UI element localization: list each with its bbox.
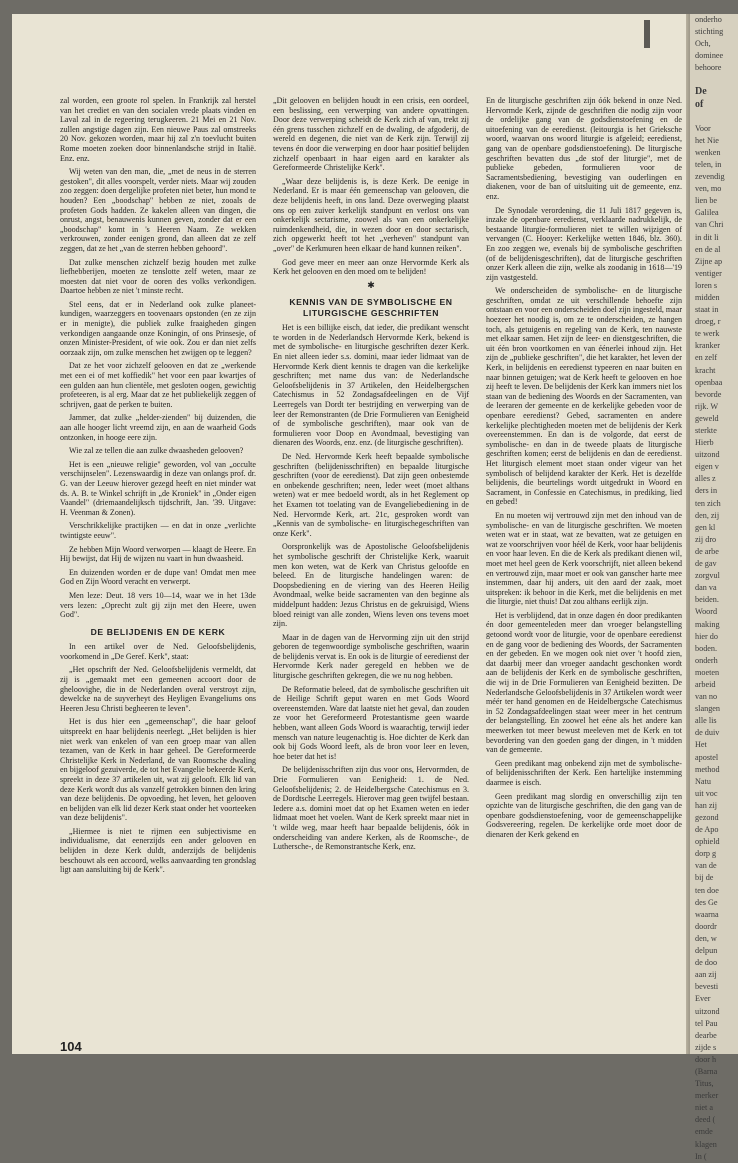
paragraph: De Ned. Hervormde Kerk heeft bepaalde symbolische geschriften (belijdenisschriften) en bepaalde liturgische geschriften (voor de eeredienst). Dat zijn geen onbestemde en onbekende geschriften; neen, leder weet (moet althans weten) wat er mee bedoeld wordt, als in het Reglement op het Examen tot toelating van de Evangeliebediening in de Ned. Hervormde Kerk, art. 21c, gesproken wordt van „Kennis van de symbolische- en liturgischegeschriften van onze Kerk". bbox=[273, 452, 469, 538]
paragraph: De Synodale verordening, die 11 Juli 1817 gegeven is, inzake de openbare eeredienst, verklaarde nadrukkelijk, de bestaande liturgie-formulieren niet te willen wijzigen of vervangen (C. Hooyer: Kerkelijke wetten 1846, blz. 360). En zoo zeggen we, evenals bij de symbolische geschriften (of de belijdenisgeschriften), dat de liturgische geschriften onzer Kerk alleen die zijn, welke als zoodanig in 1618—'19 zijn vastgesteld. bbox=[486, 205, 682, 282]
paragraph: „Dit gelooven en belijden houdt in een crisis, een oordeel, een beslissing, een verwerping van andere opvattingen. Door deze verwerping scheidt de Kerk zich af van, trekt zij één grens tusschen zichzelf en de dwaling, de afgoderij, de wereld en degenen, die niet van de Kerk zijn. Terwijl zij tevens én door die verwerping en door haar positief belijden zichzelf openbaart in haar eigen aard en karakter als Gereformeerde Christelijke Kerk". bbox=[273, 96, 469, 173]
paragraph: Maar in de dagen van de Hervorming zijn uit den strijd geboren de tegenwoordige symbolische geschriften, waarin de belijdenis vervat is. En ook is de liturgie of eeredienst der Hervormde Kerk nader geregeld en hebben we de liturgische geschriften gekregen, die we nu nog hebben. bbox=[273, 632, 469, 681]
adjacent-page-line: behoore bbox=[695, 63, 722, 73]
adjacent-page-line: van de bbox=[695, 861, 717, 871]
adjacent-page-line: delpun bbox=[695, 946, 718, 956]
adjacent-page-line: de Apo bbox=[695, 825, 719, 835]
adjacent-page-line: boden. bbox=[695, 643, 718, 653]
adjacent-page-line: klagen bbox=[695, 1139, 717, 1149]
adjacent-page-line: ven, mo bbox=[695, 184, 722, 194]
paragraph: „Waar deze belijdenis is, is deze Kerk. De eenige in Nederland. Er is maar één gemeenschap van gelooven, die deze belijdenis heeft, in ons land. Deze overweging plaatst ons op een zuiver kerkelijk standpunt en verlost ons van onkerkelijk sectarisme, zoowel als van een onkerkelijke ruimdenkendheid, die, in wezen door en door sectarisch, zich opgewerkt heeft tot het „verheven" standpunt van „over" de Kerkmuren heen elkaar de hand kunnen reiken". bbox=[273, 176, 469, 253]
adjacent-page bbox=[690, 14, 738, 1161]
adjacent-page-line: loren s bbox=[695, 280, 718, 290]
adjacent-page-line: het Nie bbox=[695, 135, 719, 145]
adjacent-page-line: kranker bbox=[695, 341, 721, 351]
paragraph: Wij weten van den man, die, „met de neus in de sterren gestoken", dit alles voorspelt, verder niets. Maar wij zouden zoo zeggen: doen dergelijke profeten niet beter, hun mond te houden? Een „boodschap" hebben ze niet, zooals de profeten Gods hadden. Ze kakelen alleen van dingen, die onrust, angst, benauwenis kunnen geven, zonder dat er een „boodschap" komt in 's Heeren Naam. Ze wekken verkrouwen, zonder eenigen grond, dan alleen dat ze zelf zeggen, dat ze het „van de sterren hebben gehoord". bbox=[60, 167, 256, 253]
adjacent-page-line: kracht bbox=[695, 365, 716, 375]
adjacent-page-line: openbaa bbox=[695, 377, 723, 387]
page-number: 104 bbox=[60, 1039, 82, 1054]
adjacent-page-line: en de al bbox=[695, 244, 721, 254]
adjacent-page-line: Zijne ap bbox=[695, 256, 723, 266]
adjacent-page-line: zij dro bbox=[695, 534, 717, 544]
adjacent-page-line: staat in bbox=[695, 305, 719, 315]
section-heading-belijdenis: DE BELIJDENIS EN DE KERK bbox=[90, 626, 226, 637]
paragraph: Men leze: Deut. 18 vers 10—14, waar we in het 13de vers lezen: „Oprecht zult gij zijn met den Heere, uwen God". bbox=[60, 590, 256, 620]
adjacent-page-line: deed ( bbox=[695, 1115, 716, 1125]
section-divider-star: ✱ bbox=[367, 279, 375, 290]
adjacent-page-line: in dit li bbox=[695, 232, 719, 242]
column-1 bbox=[60, 96, 256, 1036]
adjacent-page-line: droeg, r bbox=[695, 317, 721, 327]
adjacent-page-line: ten zich bbox=[695, 498, 721, 508]
adjacent-page-line: Ever bbox=[695, 994, 711, 1004]
adjacent-page-line: tel Pau bbox=[695, 1018, 718, 1028]
adjacent-page-line: gezond bbox=[695, 813, 719, 822]
adjacent-page-line: lien be bbox=[695, 196, 718, 206]
adjacent-page-line: door h bbox=[695, 1054, 717, 1064]
adjacent-page-line: de duiv bbox=[695, 728, 720, 738]
adjacent-page-line: doordr bbox=[695, 921, 717, 931]
adjacent-page-line: Och, bbox=[695, 39, 711, 49]
adjacent-page-line: merker bbox=[695, 1091, 719, 1101]
column-3 bbox=[486, 96, 682, 1036]
adjacent-page-line: niet a bbox=[695, 1103, 713, 1113]
adjacent-page-line: zijde s bbox=[695, 1042, 717, 1052]
paragraph: „Hiermee is niet te rijmen een subjectivisme en individualisme, dat eenerzijds een ander gelooven en belijden in deze Kerk duldt, anderzijds de belijdenis beschouwt als een accoord, welks aanvaarding ten grondslag ligt aan aansluiting bij de Kerk". bbox=[60, 826, 256, 875]
paragraph: De Reformatie beleed, dat de symbolische geschriften uit de Heilige Schrift geput waren en met Gods Woord overeenstemden. Ware dat laatste niet het geval, dan zouden ze voor het Gereformeerd Protestantisme geen waarde hebben, want alleen Gods Woord is waarachtig, terwijl ieder mensch van nature leugenachtig is. Hoe dichter de Kerk dan ook bij Gods Woord leeft, als de bron voor leer en leven, hoe beter dat het is! bbox=[273, 684, 469, 761]
document-page bbox=[12, 14, 690, 1054]
paragraph: Ze hebben Mijn Woord verworpen — klaagt de Heere. En Hij bewijst, dat Hij de wijzen nu vaart in hun dwaasheid. bbox=[60, 544, 256, 564]
adjacent-page-line: te werk bbox=[695, 329, 720, 339]
adjacent-page-line: de doo bbox=[695, 958, 718, 968]
adjacent-page-line: sterkte bbox=[695, 426, 717, 435]
adjacent-page-line: stichting bbox=[695, 27, 724, 37]
paragraph: Verschrikkelijke practijken — en dat in onze „verlichte twintigste eeuw". bbox=[60, 521, 256, 540]
adjacent-page-line: den, w bbox=[695, 933, 717, 943]
paragraph: Het is een billijke eisch, dat ieder, die predikant wenscht te worden in de Nederlandsch Hervormde Kerk, bekend is met de symbolische- en liturgische geschriften dezer Kerk. En niet alleen ieder s.s. domini, maar ieder lidmaat van de Hervormde Kerk dient kennis te dragen van die kerkelijke geschriften; met name dus van: de Nederlandsche Geloofsbelijdenis in 37 Artikelen, den Heidelbergschen Catechismus in 52 Zondagsafdeelingen en de Vijf Leerregels van Dordt ter bestrijding en verwerping van de leer der Remonstranten (de Drie Formulieren van Eenigheid of de symbolische geschriften), maar ook van de formulieren voor Doop en Avondmaal, bevestiging van dienaren des Woords, enz. enz. (de liturgische geschriften). bbox=[273, 323, 469, 448]
adjacent-page-line bbox=[690, 74, 738, 86]
adjacent-page-line: wenken bbox=[695, 147, 721, 157]
adjacent-page-line: des Ge bbox=[695, 897, 718, 907]
adjacent-page-line: eigen v bbox=[695, 462, 719, 472]
adjacent-page-line: slangen bbox=[695, 704, 721, 714]
adjacent-page-line: moeten bbox=[695, 667, 720, 677]
adjacent-page-line: In ( bbox=[695, 1151, 707, 1161]
paragraph: En de liturgische geschriften zijn óók bekend in onze Ned. Hervormde Kerk, zijnde de geschriften die nodig zijn voor de ordelijke gang van de godsdienstoefening en de uitoefening van de eeredienst. (leitourgia is het Grieksche woord, waarvan ons woord liturgie is afgeleid; eeredienst, gang van de openbare godsdienstoefening). De liturgische geschriften bevatten dus „de stof der liturgie", met de publieke gebeden, formulieren voor de Sacramentsbediening, bevestiging van ouderlingen en diakenen, voor de ban of uitsluiting uit de gemeente, enz. enz. bbox=[486, 96, 682, 201]
paragraph: God geve meer en meer aan onze Hervormde Kerk als Kerk het gelooven en den moed om te belijden! bbox=[273, 257, 469, 277]
paragraph: Het is een „nieuwe religie" geworden, vol van „occulte verschijnselen". Lezenswaardig in deze van onlangs prof. dr. G. van der Leeuw hierover gezegd heeft en niet minder wat ds. A. B. te Winkel schrijft in „de Kroniek" in „Onder eigen Vaandel" (driemaandelijksch tijdschrift, Jan. '39. Uitgave: H. Veenman & Zonen). bbox=[60, 459, 256, 517]
paragraph: In een artikel over de Ned. Geloofsbelijdenis, voorkomend in „De Geref. Kerk", staat: bbox=[60, 642, 256, 661]
paragraph: Jammer, dat zulke „helder-zienden" bij duizenden, die aan alle hooger licht vreemd zijn, en aan de waarheid Gods ontzonken, in hooge eere zijn. bbox=[60, 413, 256, 442]
adjacent-page-line: aan zij bbox=[695, 970, 717, 980]
adjacent-page-line: arbeid bbox=[695, 679, 716, 689]
adjacent-page-line: onderh bbox=[695, 655, 718, 665]
adjacent-page-line: van Chri bbox=[695, 220, 724, 230]
adjacent-page-line: bij de bbox=[695, 873, 714, 883]
adjacent-page-line: onderho bbox=[695, 15, 722, 24]
paragraph: Oorspronkelijk was de Apostolische Geloofsbelijdenis het symbolische geschrift der Christelijke Kerk, waaruit men kon weten, wat de Kerk van Christus geloofde en beleed. En de liturgische handelingen waren: de Doopsbediening en de viering van des Heeren Heilig Avondmaal, welke beide sacramenten van den beginne als middelpunt hadden: Jezus Christus en de gekruisigd, Wiens bloed reinigt van alle zonden, Wiens leven ons tevens moet zijn. bbox=[273, 542, 469, 629]
adjacent-page-line: of bbox=[695, 98, 704, 110]
adjacent-page-line: dearbe bbox=[695, 1030, 717, 1040]
tape-mark bbox=[644, 20, 650, 48]
paragraph: Geen predikant mag slordig en onverschillig zijn ten opzichte van de liturgische geschriften, die den gang van de openbare godsdienstoefening, voor de gemeenschappelijke Godsvereering, regelen. De kerkelijke orde moet door de dienaren der Kerk gekend en bbox=[486, 791, 682, 839]
paragraph: En nu moeten wij vertrouwd zijn met den inhoud van de symbolische- en van de liturgische geschriften. We moeten weten wat er in staat, wat ze bevatten, wat ze getuigen en wat ze voorschrijven voor héél de Kerk, voor haar belijdenis en voor haar leven. En die de Kerk als predikant dienen wil, moet met heel geen de Kerk voorschrijft, niet alleen bekend en vertrouwd zijn, maar moet er ook van ganscher harte mee instemmen, daar hij anders, uit den aard der zaak, moet uitspreken: ik behoor in die Kerk, met die belijdenis en met die liturgie, niet thuis! Dat zou althans eerlijk zijn. bbox=[486, 510, 682, 607]
column-2 bbox=[273, 96, 469, 1036]
section-heading-kennis: KENNIS VAN DE SYMBOLISCHE EN LITURGISCHE GESCHRIFTEN bbox=[289, 297, 453, 318]
adjacent-page-line: Het bbox=[695, 740, 707, 750]
adjacent-page-line: making bbox=[695, 619, 720, 629]
adjacent-page-line: dan va bbox=[695, 583, 717, 593]
adjacent-page-line: telen, in bbox=[695, 159, 722, 169]
adjacent-page-line: method bbox=[695, 764, 720, 774]
adjacent-page-line: waarna bbox=[695, 909, 719, 919]
adjacent-page-line: ders in bbox=[695, 486, 718, 496]
adjacent-page-line: geweld bbox=[695, 413, 719, 423]
adjacent-page-line: uitzond bbox=[695, 450, 720, 460]
adjacent-page-line bbox=[690, 111, 738, 123]
paragraph: En duizenden worden er de dupe van! Omdat men mee God en Zijn Woord veracht en verwerpt. bbox=[60, 567, 256, 587]
adjacent-page-line: uit voc bbox=[695, 788, 718, 798]
adjacent-page-line: van no bbox=[695, 692, 718, 702]
adjacent-page-line: zorgvul bbox=[695, 571, 720, 581]
adjacent-page-line: zevendig bbox=[695, 172, 725, 182]
adjacent-page-line: den, zij bbox=[695, 510, 720, 520]
adjacent-page-line: bevorde bbox=[695, 389, 722, 399]
adjacent-page-line: uitzond bbox=[695, 1006, 720, 1016]
adjacent-page-line: ophield bbox=[695, 837, 720, 847]
adjacent-page-line: bevesti bbox=[695, 982, 719, 992]
adjacent-page-line: emde bbox=[695, 1127, 713, 1137]
adjacent-page-line: De bbox=[695, 86, 707, 98]
adjacent-page-line: ten doe bbox=[695, 885, 719, 895]
adjacent-page-line: Voor bbox=[695, 123, 711, 133]
adjacent-page-line: apostel bbox=[695, 752, 719, 762]
paragraph: Dat zulke menschen zichzelf bezig houden met zulke liefhebberijen, moeten ze tenslotte zelf weten, maar ze moesten dat niet voor de ooren des volks verkondigen. Daartoe hebben ze niet 't minste recht. bbox=[60, 257, 256, 296]
adjacent-page-line: alle lis bbox=[695, 716, 717, 726]
paragraph: zal worden, een groote rol spelen. In Frankrijk zal herstel van het crediet en van den socialen vrede plaats vinden en Laval zal in de regeering terugkeeren. 21 Mei en 21 Nov. zullen angstige dagen zijn. Een nieuwe Paus zal omstreeks 20 Nov. gekozen worden, maar hij zal z'n toevlucht buiten Rome moeten zoeken door binnenlandsche strijd in Italië. Enz. enz. bbox=[60, 96, 256, 163]
adjacent-page-line: Galilea bbox=[695, 208, 719, 218]
adjacent-page-line: Hierb bbox=[695, 438, 714, 448]
adjacent-page-line: dominee bbox=[695, 51, 724, 61]
adjacent-page-line: midden bbox=[695, 292, 720, 302]
paragraph: Dat ze het voor zichzelf gelooven en dat ze „werkende met een ei of met koffiedik" het voor een paar kwartjes of een gulden aan hun clientèle, met gesloten oogen, gewichtig profeteeren, is al erg. Maar dat ze het publiekelijk zeggen of schrijven, gaat de perken te buiten. bbox=[60, 361, 256, 409]
paragraph: Het is dus hier een „gemeenschap", die haar geloof uitspreekt en haar belijdenis neerlegt. „Het belijden is hier niet werk van enkelen of van een groep maar van allen tezamen, van de Kerk in haar geheel. De Gereformeerde Christelijke Kerk in Nederland, de van Roomsche dwaling en bijgeloof gezuiverde, de tot het Evangelie bekeerde Kerk, spreekt in deze 37 artikelen uit, wat zij gelooft. Elk lid van deze Kerk wordt dus als vanzelf getrokken binnen den kring van deze belijdenis. De opvoeding, het leven, het gelooven en belijden van elk lid dezer Kerk staat onder het voorteeken van deze belijdenis". bbox=[60, 717, 256, 823]
adjacent-page-line: hier do bbox=[695, 631, 718, 641]
adjacent-page-line: dorp g bbox=[695, 849, 717, 859]
paragraph: De belijdenisschriften zijn dus voor ons, Hervormden, de Drie Formulieren van Eenigheid: 1. de Ned. Geloofsbelijdenis; 2. de Heidelbergsche Catechismus en 3. de Dordtsche Leerregels. Hierover mag geen twijfel bestaan. Iedere a.s. domini moet dat op het Examen weten en ieder lidmaat moet het voelen. Want de Kerk spreekt maar niet in 't wilde weg, maar heeft haar bepaalde belijdenis, óók in onderscheiding van andere Kerken, als de Roomsche-, de Luthersche-, de Remonstrantsche Kerk, enz. bbox=[273, 765, 469, 852]
paragraph: Wie zal ze tellen die aan zulke dwaasheden gelooven? bbox=[69, 446, 244, 456]
adjacent-page-line: (Barna bbox=[695, 1066, 718, 1076]
adjacent-page-line: Natu bbox=[695, 776, 711, 786]
adjacent-page-line: de arbe bbox=[695, 546, 719, 556]
adjacent-page-line: Titus, bbox=[695, 1079, 714, 1089]
adjacent-page-line: en zelf bbox=[695, 353, 718, 363]
paragraph: Geen predikant mag onbekend zijn met de symbolische- of belijdenisschriften der Kerk. Een hartelijke instemming daarmee is eisch. bbox=[486, 758, 682, 787]
adjacent-page-line: beiden. bbox=[695, 595, 719, 605]
paragraph: We onderscheiden de symbolische- en de liturgische geschriften, omdat ze uit verschillende behoefte zijn ontstaan en voor een onderscheiden doel zijn ingesteld, maar hoezeer het noodig is, om ze te onderscheiden, ze hangen toch, als getuigenis en regeling van de Kerk, ten nauwste met elkaar samen. Het zijn de leer- en dienstgeschriften, die uit één bron voortkomen en van éénerlei inhoud zijn. Het zijn de „publieke geschriften", die het karakter, het leven der Kerk, in belijdenis en eeredienst typeeren en naar buiten en naar binnen getuigen; wat de Kerk heeft te gelooven en hoe zij heeft te leven. De belijdenis der Kerk kan immers niet los staan van de bediening des Woords en der Sacramenten, van de leeraren der gemeente en de kerkelijke gebeden voor de openbare eeredienst? Gebed, sacramenten en andere kerkelijke plechtigheden moeten met de belijdenis der Kerk overeenstemmen. En dan is de volgorde, dat eerst de symbolische- en dan in de tweede plaats de liturgische geschriften komen; eerst de belijdenis en dan de eeredienst. Het liturgisch element moet staan onder vigeur van het symbolisch of belijdend karakter der Kerk. Het is dezelfde belijdenis, die beurtelings wordt uitgedrukt in Woord en Sacrament, in Confessie en Catechismus, in prediking, lied en gebed! bbox=[486, 286, 682, 507]
adjacent-page-line: han zij bbox=[695, 800, 718, 810]
adjacent-page-line: de gav bbox=[695, 559, 717, 569]
paragraph: Het is verblijdend, dat in onze dagen én door predikanten én door gemeenteleden meer dan vroeger belangstelling getoond wordt voor de liturgie, voor de openbare eeredienst en de gang voor de bediening des Woords, der Sacramenten en der gebeden. En we mogen ook niet over 't hoofd zien, dat daarbij meer dan vroeger aandacht geschonken wordt aan de belijdenis der Kerk en de symbolische geschriften, die wij in de Drie Formulieren van Eenigheid bezitten. De Nederlandsche Geloofsbelijdenis in 37 Artikelen wordt weer méér ter hand genomen en de Heidelbergsche Catechismus in 52 Zondagsafdeelingen staat weer meer in het centrum der belangstelling. En zoowel het eéne als het andere kan meewerken tot meer bewust meeleven met de Kerk en tot bevordering van den goeden gang der dingen, in 't midden van de gemeente. bbox=[486, 610, 682, 755]
adjacent-page-line: ventiger bbox=[695, 268, 722, 278]
adjacent-page-line: gen kl bbox=[695, 522, 716, 532]
paragraph: Stel eens, dat er in Nederland ook zulke planeet-kundigen, waarzeggers en toovenaars opstonden (en ze zijn er in menigte), die publiek zulke fraaigheden gingen verkondigen aangaande onze Koningin, of ons Prinsesje, of onzen Minister-President, of wie ook. Zou er dan niet zelfs oorzaak zijn, om zulke menschen het zwijgen op te leggen? bbox=[60, 299, 256, 357]
adjacent-page-line: Woord bbox=[695, 607, 718, 617]
paragraph: „Het opschrift der Ned. Geloofsbelijdenis vermeldt, dat zij is „gemaakt met een gemeenen accoort door de gheloovighe, die in de Nederlanden overal verstroyt zijn, dewelcke na de suyverheyt des Heyligen Evangeliums ons Heeren Jesu Christi begheeren te leven". bbox=[60, 665, 256, 713]
adjacent-page-line: alles z bbox=[695, 474, 716, 484]
adjacent-page-line: rijk. W bbox=[695, 401, 719, 411]
